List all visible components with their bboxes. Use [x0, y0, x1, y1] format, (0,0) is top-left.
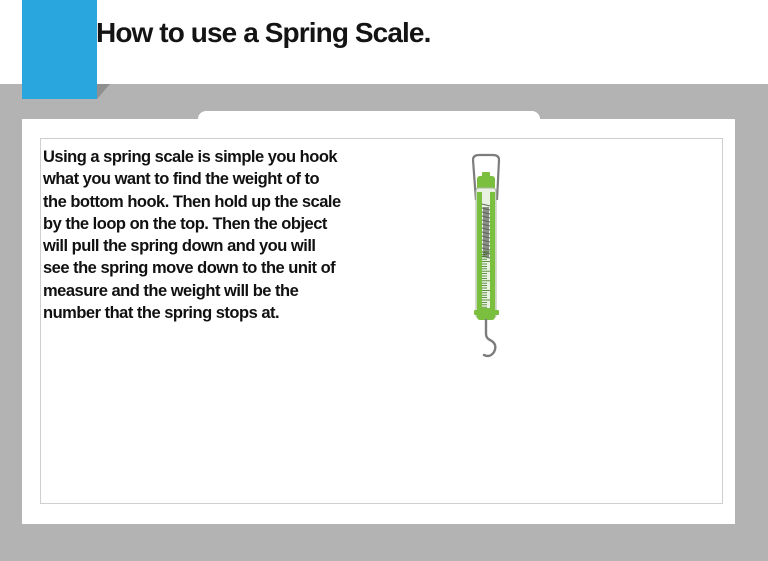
bottom-cap-tab-left	[474, 310, 480, 315]
accent-fold-shadow	[97, 84, 110, 99]
bottom-hook	[484, 320, 495, 356]
spring-scale-graphic	[460, 152, 520, 362]
top-cap-knob	[482, 172, 490, 178]
slide-title: How to use a Spring Scale.	[96, 17, 431, 48]
bottom-cap-tab-right	[493, 310, 499, 315]
spring-scale-icon	[460, 152, 520, 362]
card-tab	[198, 111, 540, 119]
accent-block	[22, 0, 97, 99]
body-text: Using a spring scale is simple you hook what you want to find the weight of to the bottom hook. Then hold up the scale by the loop on the top. Then the object will pull the spring down and you will see the spring move down to the unit of measure and the weight will be the number that the spring stops at.	[43, 148, 341, 323]
scale-strip-left	[477, 192, 482, 310]
scale-strip-right	[490, 192, 495, 310]
